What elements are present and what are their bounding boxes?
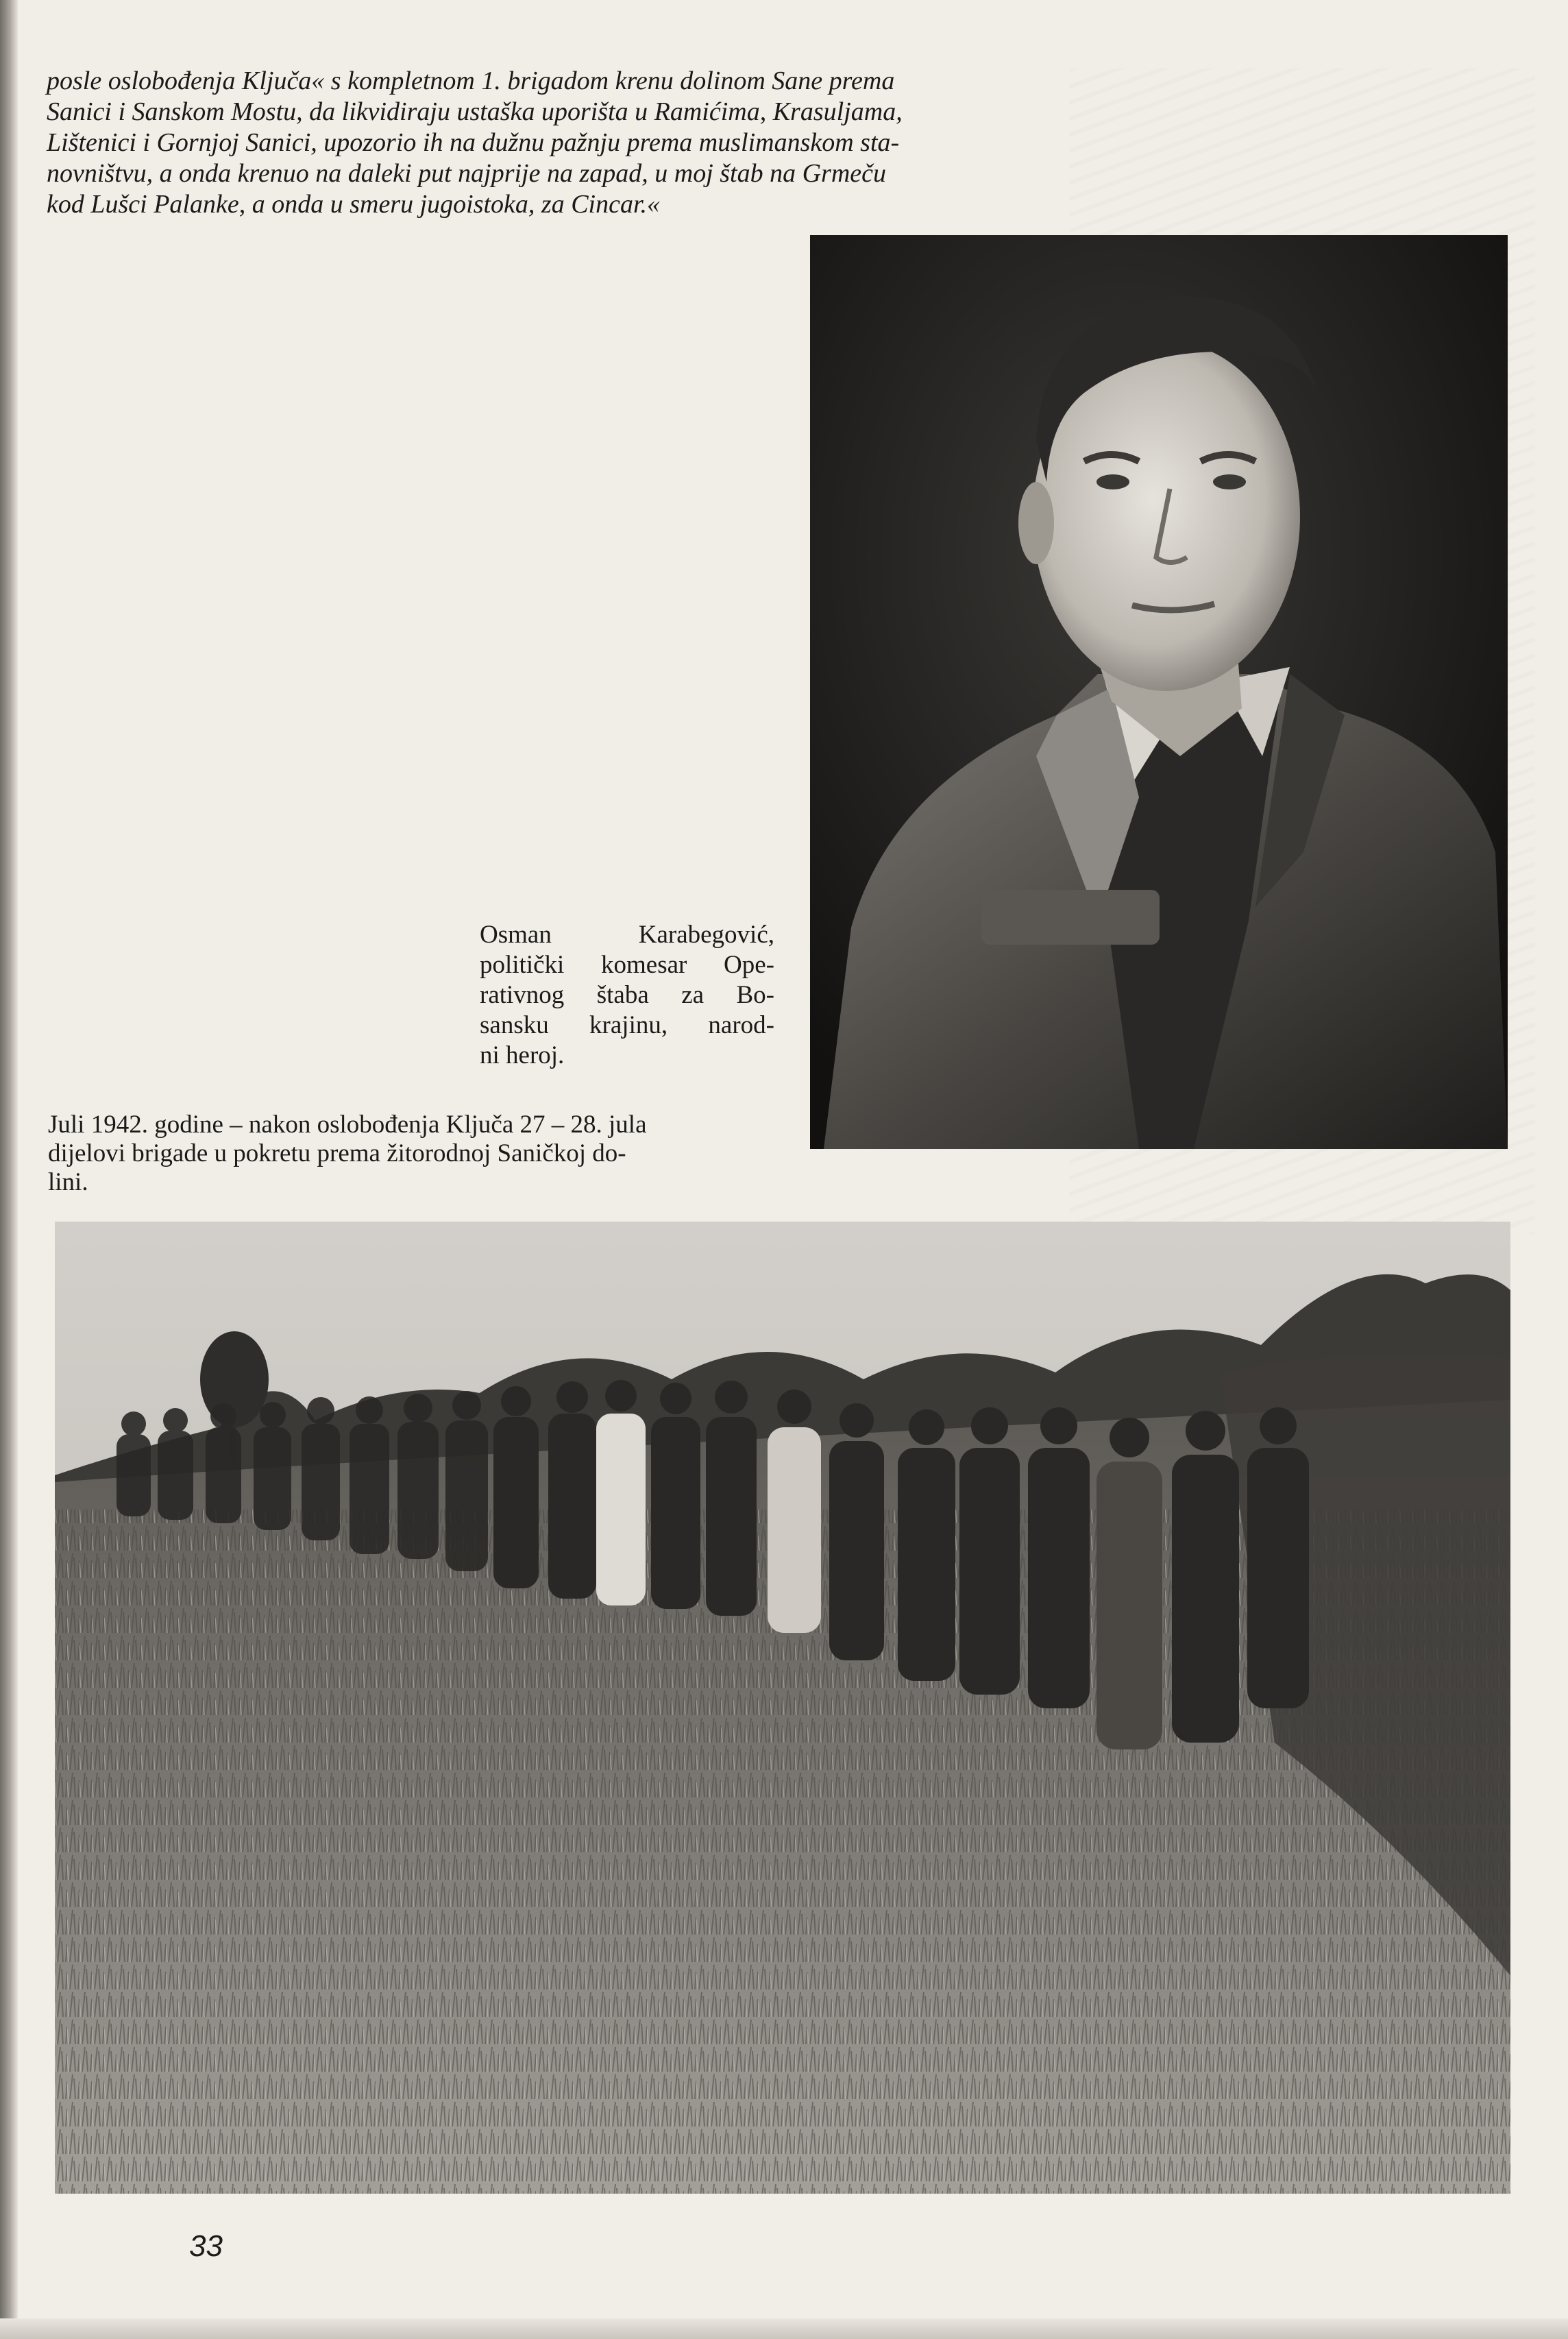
march-caption	[48, 1111, 774, 1197]
portrait-caption-line: politički komesar Ope-	[480, 951, 774, 979]
march-caption-line: Juli 1942. godine – nakon oslobođenja Ključa 27 – 28. jula	[48, 1111, 647, 1139]
portrait-caption	[480, 920, 774, 1071]
page-number: 33	[189, 2229, 223, 2263]
page-edge	[0, 2318, 1568, 2339]
binding-shadow	[0, 0, 18, 2339]
brigade-march-photo	[55, 1222, 1510, 2194]
body-text-line: novništvu, a onda krenuo na daleki put najprije na zapad, u moj štab na Grmeču	[47, 159, 887, 188]
body-text	[47, 66, 1075, 220]
body-text-line: posle oslobođenja Ključa« s kompletnom 1. brigadom krenu dolinom Sane prema	[47, 66, 895, 95]
portrait-photo	[810, 235, 1508, 1149]
march-caption-line: dijelovi brigade u pokretu prema žitorodnoj Saničkoj do-	[48, 1139, 626, 1167]
portrait-photo-image	[810, 235, 1508, 1149]
body-text-line: Sanici i Sanskom Mostu, da likvidiraju ustaška uporišta u Ramićima, Krasuljama,	[47, 97, 903, 126]
body-text-line: kod Lušci Palanke, a onda u smeru jugoistoka, za Cincar.«	[47, 190, 661, 219]
body-text-line: Lištenici i Gornjoj Sanici, upozorio ih na dužnu pažnju prema muslimanskom sta-	[47, 128, 900, 157]
portrait-caption-line: Osman Karabegović,	[480, 921, 774, 949]
march-caption-line: lini.	[48, 1168, 88, 1196]
portrait-caption-line: ni heroj.	[480, 1041, 565, 1069]
portrait-caption-line: sansku krajinu, narod-	[480, 1011, 774, 1039]
portrait-caption-line: rativnog štaba za Bo-	[480, 981, 774, 1009]
brigade-march-photo-image	[55, 1222, 1510, 2194]
